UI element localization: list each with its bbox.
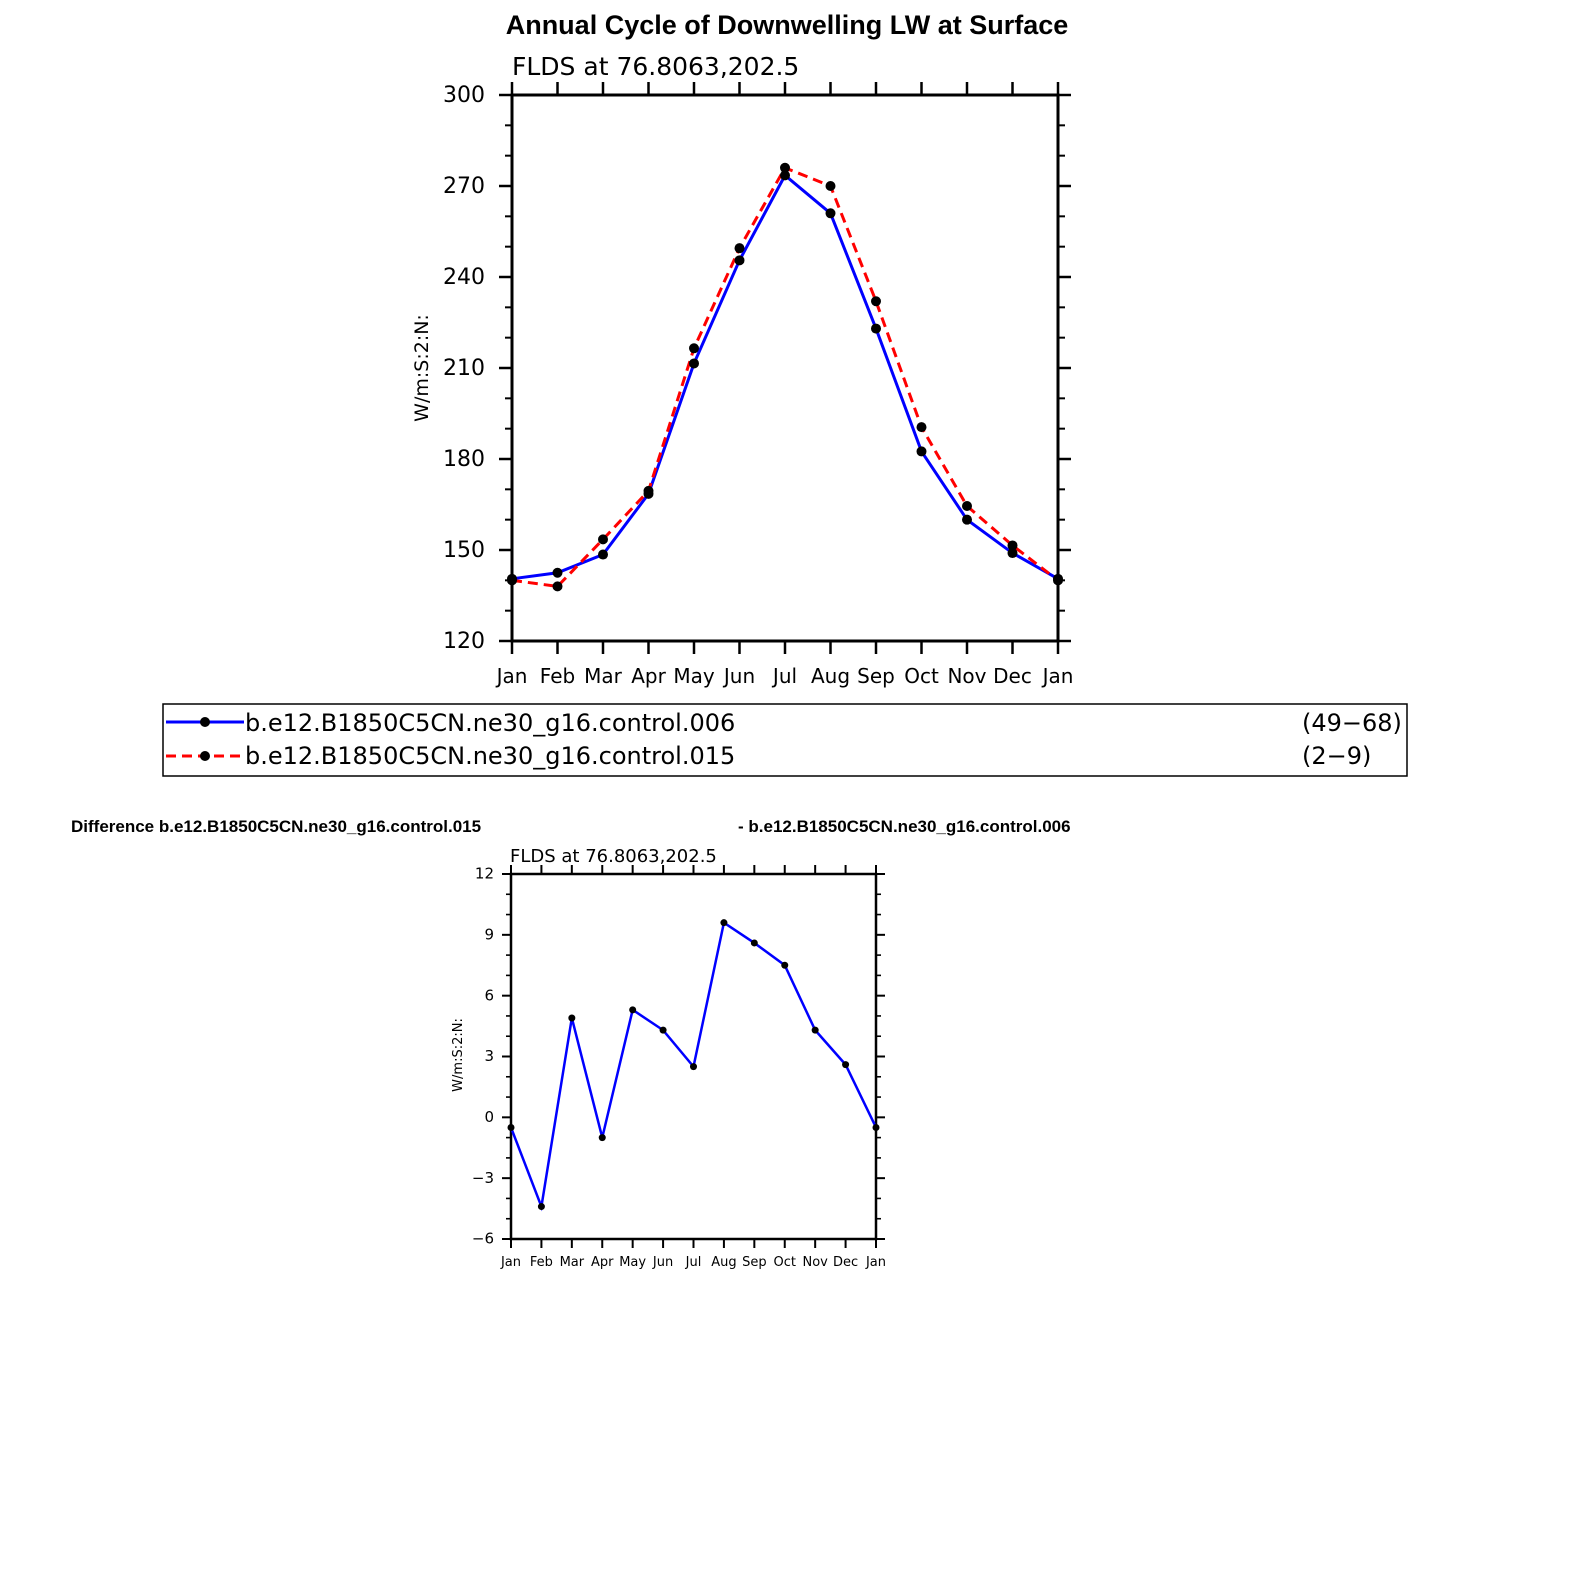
chart1-series-0-point <box>553 568 563 578</box>
chart1-series-1-point <box>735 243 745 253</box>
chart1-y-tick-label: 120 <box>443 629 485 655</box>
chart1-series-line-1 <box>512 168 1058 587</box>
chart1-series-1-point <box>826 181 836 191</box>
chart1-x-tick-label: Jul <box>772 664 798 688</box>
chart1-series-line-0 <box>512 175 1058 578</box>
chart1-series-1-point <box>780 163 790 173</box>
chart1-series <box>507 163 1063 592</box>
chart2-series-0-point <box>660 1027 667 1034</box>
chart2-series <box>508 919 880 1210</box>
chart1-x-tick-label: Sep <box>857 664 895 688</box>
chart1-y-tick-label: 300 <box>443 83 485 109</box>
chart1-series-1-point <box>598 534 608 544</box>
chart2-series-0-point <box>538 1203 545 1210</box>
chart1-series-1-point <box>962 501 972 511</box>
legend-label-control-006: b.e12.B1850C5CN.ne30_g16.control.006 <box>245 709 736 737</box>
chart2-y-tick-label: 9 <box>484 925 494 944</box>
chart2-series-0-point <box>599 1134 606 1141</box>
chart1-x-tick-label: Aug <box>810 664 851 688</box>
chart2-x-tick-label: Nov <box>802 1255 828 1270</box>
chart1-series-0-point <box>735 255 745 265</box>
chart2-x-tick-label: Sep <box>742 1255 767 1270</box>
chart2-series-0-point <box>568 1014 575 1021</box>
chart1-y-tick-labels <box>443 83 485 654</box>
chart2-x-tick-label: Oct <box>773 1255 796 1270</box>
difference-heading-right: - b.e12.B1850C5CN.ne30_g16.control.006 <box>738 817 1071 836</box>
chart2-x-tick-label: Jan <box>865 1255 887 1270</box>
difference-heading-left: Difference b.e12.B1850C5CN.ne30_g16.control.015 <box>71 817 482 836</box>
chart1-legend <box>163 704 1407 776</box>
chart2-x-tick-label: Aug <box>711 1255 737 1270</box>
chart2-y-tick-label: −6 <box>471 1229 494 1248</box>
chart2-y-axis-label: W/m:S:2:N: <box>451 1018 466 1092</box>
chart1-series-1-point <box>917 422 927 432</box>
chart2-x-tick-label: Dec <box>833 1255 859 1270</box>
chart2-subtitle: FLDS at 76.8063,202.5 <box>510 846 717 867</box>
chart1-y-tick-label: 150 <box>443 538 485 564</box>
chart2-series-0-point <box>842 1061 849 1068</box>
chart1-series-1-point <box>689 343 699 353</box>
chart2-x-tick-label: May <box>619 1255 647 1270</box>
chart1-series-1-point <box>1008 540 1018 550</box>
chart2-x-tick-label: Jun <box>652 1255 674 1270</box>
chart2-y-tick-labels <box>472 865 494 1248</box>
chart1-series-0-point <box>689 358 699 368</box>
chart1-x-tick-label: Jun <box>723 664 756 688</box>
chart1-x-tick-label: Jan <box>496 664 528 688</box>
chart2-y-tick-label: −3 <box>471 1168 494 1187</box>
chart1-series-0-point <box>917 446 927 456</box>
chart2-series-0-point <box>812 1027 819 1034</box>
annual-cycle-chart <box>411 52 1073 688</box>
chart1-series-0-point <box>826 208 836 218</box>
legend-entry-control-006 <box>166 709 1402 737</box>
chart1-x-tick-label: Mar <box>584 664 622 688</box>
chart2-y-tick-label: 12 <box>474 864 494 883</box>
chart1-y-axis-label: W/m:S:2:N: <box>411 314 433 422</box>
chart1-x-tick-label: Nov <box>947 664 987 688</box>
chart2-series-0-point <box>508 1124 515 1131</box>
chart1-x-tick-label: Jan <box>1042 664 1074 688</box>
chart1-x-tick-label: Dec <box>993 664 1032 688</box>
chart1-series-1-point <box>507 575 517 585</box>
legend-marker-control-006 <box>200 717 210 727</box>
chart1-y-tick-label: 210 <box>443 356 485 382</box>
chart1-series-1-point <box>871 296 881 306</box>
chart1-subtitle: FLDS at 76.8063,202.5 <box>512 52 800 81</box>
difference-chart <box>451 846 886 1270</box>
chart1-series-0-point <box>871 324 881 334</box>
chart1-x-tick-label: Feb <box>539 664 576 688</box>
chart2-series-0-point <box>690 1063 697 1070</box>
figure-title: Annual Cycle of Downwelling LW at Surface <box>505 10 1069 40</box>
chart1-y-tick-label: 270 <box>443 174 485 200</box>
legend-label-control-015: b.e12.B1850C5CN.ne30_g16.control.015 <box>245 742 736 770</box>
chart2-y-tick-label: 0 <box>484 1108 494 1127</box>
chart1-x-tick-labels <box>495 664 1074 688</box>
chart2-series-0-point <box>720 919 727 926</box>
chart2-x-tick-labels <box>500 1255 886 1270</box>
chart2-series-0-point <box>873 1124 880 1131</box>
legend-entry-control-015 <box>166 742 1371 770</box>
chart2-y-tick-label: 6 <box>484 986 494 1005</box>
chart2-x-tick-label: Feb <box>529 1255 553 1270</box>
chart2-x-tick-label: Apr <box>591 1255 614 1270</box>
chart1-y-tick-label: 240 <box>443 265 485 291</box>
chart2-series-0-point <box>629 1006 636 1013</box>
chart1-x-tick-label: Apr <box>631 664 666 688</box>
legend-years-control-006: (49−68) <box>1302 709 1402 737</box>
chart1-series-0-point <box>598 550 608 560</box>
chart1-x-tick-label: May <box>673 664 715 688</box>
chart2-series-0-point <box>751 939 758 946</box>
chart2-y-tick-label: 3 <box>484 1047 494 1066</box>
chart2-series-0-point <box>781 962 788 969</box>
legend-marker-control-015 <box>200 751 210 761</box>
chart2-x-tick-label: Jan <box>500 1255 522 1270</box>
chart2-x-tick-label: Jul <box>685 1255 702 1270</box>
chart1-y-tick-label: 180 <box>443 447 485 473</box>
chart1-x-tick-label: Oct <box>904 664 939 688</box>
chart2-ticks <box>502 865 885 1248</box>
chart1-series-1-point <box>644 486 654 496</box>
chart1-series-1-point <box>1053 575 1063 585</box>
chart1-series-1-point <box>553 581 563 591</box>
chart2-x-tick-label: Mar <box>559 1255 585 1270</box>
legend-years-control-015: (2−9) <box>1302 742 1372 770</box>
chart1-series-0-point <box>962 515 972 525</box>
